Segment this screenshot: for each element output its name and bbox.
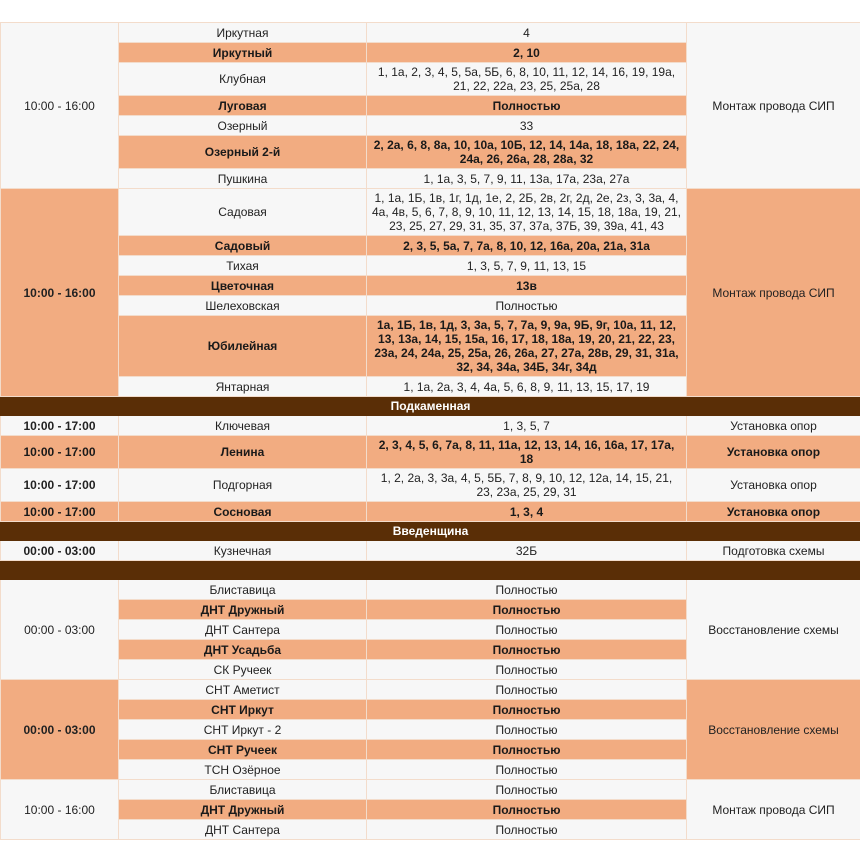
- house-numbers: Полностью: [367, 660, 687, 680]
- street-name: Озерный: [119, 116, 367, 136]
- street-name: Цветочная: [119, 276, 367, 296]
- work-type: Установка опор: [687, 469, 860, 502]
- table-row: [1, 680, 860, 700]
- house-numbers: Полностью: [367, 296, 687, 316]
- street-name: Тихая: [119, 256, 367, 276]
- section-title: Введенщина: [1, 522, 860, 541]
- section-header: [1, 522, 860, 541]
- street-name: СНТ Аметист: [119, 680, 367, 700]
- street-name: ДНТ Сантера: [119, 820, 367, 840]
- house-numbers: 1, 1а, 2, 3, 4, 5, 5а, 5Б, 6, 8, 10, 11, 12, 14, 16, 19, 19а, 21, 22, 22а, 23, 25, 25а, 28: [367, 63, 687, 96]
- street-name: Ключевая: [119, 416, 367, 436]
- house-numbers: Полностью: [367, 720, 687, 740]
- house-numbers: Полностью: [367, 620, 687, 640]
- street-name: Иркутная: [119, 23, 367, 43]
- house-numbers: Полностью: [367, 96, 687, 116]
- table-row: [1, 189, 860, 236]
- street-name: Иркутный: [119, 43, 367, 63]
- street-name: Подгорная: [119, 469, 367, 502]
- time-window: 10:00 - 17:00: [1, 436, 119, 469]
- house-numbers: 32Б: [367, 541, 687, 561]
- table-row: [1, 23, 860, 43]
- house-numbers: 2, 3, 5, 5а, 7, 7а, 8, 10, 12, 16а, 20а, 21а, 31а: [367, 236, 687, 256]
- house-numbers: 1, 3, 5, 7, 9, 11, 13, 15: [367, 256, 687, 276]
- work-type: Подготовка схемы: [687, 541, 860, 561]
- street-name: ТСН Озёрное: [119, 760, 367, 780]
- house-numbers: 1, 1а, 3, 5, 7, 9, 11, 13а, 17а, 23а, 27а: [367, 169, 687, 189]
- schedule-table: [0, 22, 860, 840]
- table-row: [1, 502, 860, 522]
- house-numbers: Полностью: [367, 820, 687, 840]
- house-numbers: 2, 10: [367, 43, 687, 63]
- street-name: Садовый: [119, 236, 367, 256]
- house-numbers: Полностью: [367, 640, 687, 660]
- street-name: Озерный 2-й: [119, 136, 367, 169]
- street-name: Клубная: [119, 63, 367, 96]
- street-name: ДНТ Дружный: [119, 600, 367, 620]
- time-window: 10:00 - 17:00: [1, 502, 119, 522]
- work-type: Восстановление схемы: [687, 680, 860, 780]
- time-window: 00:00 - 03:00: [1, 580, 119, 680]
- section-header: [1, 561, 860, 580]
- time-window: 00:00 - 03:00: [1, 541, 119, 561]
- section-header: [1, 397, 860, 416]
- street-name: Юбилейная: [119, 316, 367, 377]
- street-name: ДНТ Усадьба: [119, 640, 367, 660]
- work-type: Установка опор: [687, 502, 860, 522]
- work-type: Восстановление схемы: [687, 580, 860, 680]
- street-name: Шелеховская: [119, 296, 367, 316]
- work-type: Монтаж провода СИП: [687, 189, 860, 397]
- house-numbers: 33: [367, 116, 687, 136]
- work-type: Монтаж провода СИП: [687, 23, 860, 189]
- table-row: [1, 541, 860, 561]
- house-numbers: Полностью: [367, 740, 687, 760]
- time-window: 10:00 - 16:00: [1, 780, 119, 840]
- work-type: Установка опор: [687, 436, 860, 469]
- section-title: [1, 561, 860, 580]
- house-numbers: 1, 2, 2а, 3, 3а, 4, 5, 5Б, 7, 8, 9, 10, 12, 12а, 14, 15, 21, 23, 23а, 25, 29, 31: [367, 469, 687, 502]
- table-row: [1, 580, 860, 600]
- house-numbers: Полностью: [367, 680, 687, 700]
- house-numbers: 1, 3, 4: [367, 502, 687, 522]
- table-row: [1, 469, 860, 502]
- street-name: Пушкина: [119, 169, 367, 189]
- street-name: Садовая: [119, 189, 367, 236]
- street-name: СНТ Ручеек: [119, 740, 367, 760]
- house-numbers: Полностью: [367, 580, 687, 600]
- street-name: Сосновая: [119, 502, 367, 522]
- street-name: ДНТ Сантера: [119, 620, 367, 640]
- street-name: Ленина: [119, 436, 367, 469]
- time-window: 10:00 - 16:00: [1, 23, 119, 189]
- house-numbers: 1, 1а, 1Б, 1в, 1г, 1д, 1е, 2, 2Б, 2в, 2г, 2д, 2е, 2з, 3, 3а, 4, 4а, 4в, 5, 6, 7, 8, 9, 10, 11, 12, 13, 14, 15, 18, 18а, 19, 21, 23, 25, 27, 29, 31, 35, 37, 37а, 37Б, 39, 39а, 41, 43: [367, 189, 687, 236]
- house-numbers: Полностью: [367, 600, 687, 620]
- house-numbers: 1, 1а, 2а, 3, 4, 4а, 5, 6, 8, 9, 11, 13, 15, 17, 19: [367, 377, 687, 397]
- house-numbers: Полностью: [367, 800, 687, 820]
- street-name: СНТ Иркут: [119, 700, 367, 720]
- house-numbers: Полностью: [367, 780, 687, 800]
- street-name: Янтарная: [119, 377, 367, 397]
- house-numbers: Полностью: [367, 700, 687, 720]
- street-name: Блиставица: [119, 780, 367, 800]
- house-numbers: 1а, 1Б, 1в, 1д, 3, 3а, 5, 7, 7а, 9, 9а, 9Б, 9г, 10а, 11, 12, 13, 13а, 14, 15, 15а, 16, 17, 18, 18а, 19, 20, 21, 22, 23, 23а, 24, 24а, 25, 25а, 26, 26а, 27, 27а, 28в, 29, 31, 31а, 32, 34, 34а, 34Б, 34г, 34д: [367, 316, 687, 377]
- house-numbers: 2, 3, 4, 5, 6, 7а, 8, 11, 11а, 12, 13, 14, 16, 16а, 17, 17а, 18: [367, 436, 687, 469]
- work-type: Монтаж провода СИП: [687, 780, 860, 840]
- street-name: СК Ручеек: [119, 660, 367, 680]
- street-name: СНТ Иркут - 2: [119, 720, 367, 740]
- house-numbers: 4: [367, 23, 687, 43]
- house-numbers: 2, 2а, 6, 8, 8а, 10, 10а, 10Б, 12, 14, 14а, 18, 18а, 22, 24, 24а, 26, 26а, 28, 28а, 32: [367, 136, 687, 169]
- table-row: [1, 436, 860, 469]
- street-name: Луговая: [119, 96, 367, 116]
- work-type: Установка опор: [687, 416, 860, 436]
- time-window: 10:00 - 17:00: [1, 469, 119, 502]
- street-name: ДНТ Дружный: [119, 800, 367, 820]
- time-window: 10:00 - 17:00: [1, 416, 119, 436]
- time-window: 00:00 - 03:00: [1, 680, 119, 780]
- street-name: Кузнечная: [119, 541, 367, 561]
- table-row: [1, 416, 860, 436]
- house-numbers: 13в: [367, 276, 687, 296]
- table-row: [1, 780, 860, 800]
- time-window: 10:00 - 16:00: [1, 189, 119, 397]
- outage-schedule: [0, 22, 860, 840]
- house-numbers: 1, 3, 5, 7: [367, 416, 687, 436]
- section-title: Подкаменная: [1, 397, 860, 416]
- street-name: Блиставица: [119, 580, 367, 600]
- house-numbers: Полностью: [367, 760, 687, 780]
